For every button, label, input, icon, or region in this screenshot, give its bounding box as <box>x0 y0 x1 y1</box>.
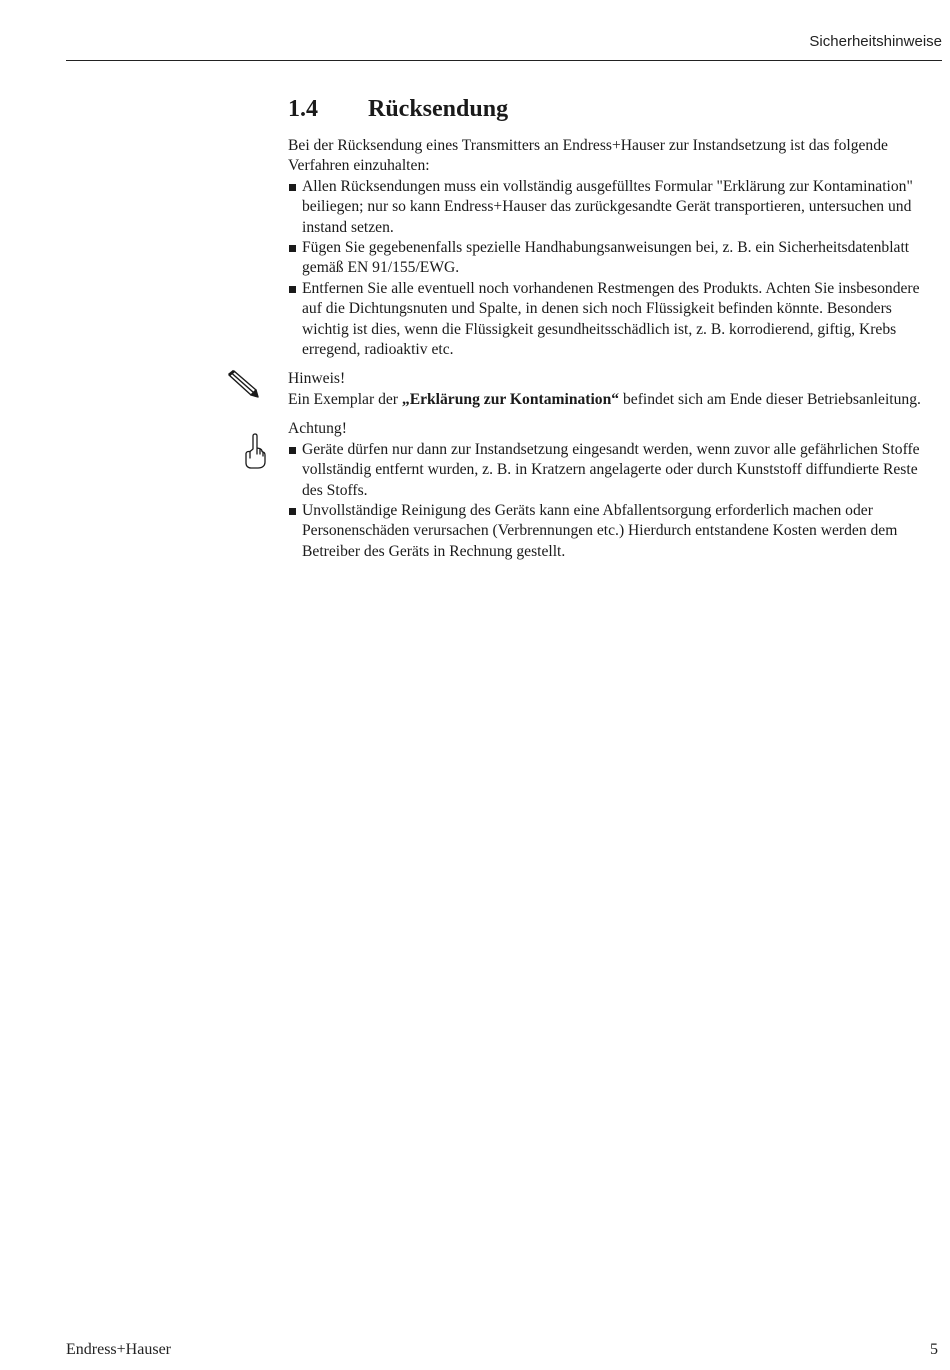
section-number: 1.4 <box>288 96 318 122</box>
page-number: 5 <box>930 1341 938 1358</box>
note-text: Ein Exemplar der „Erklärung zur Kontamination“ befindet sich am Ende dieser Betriebsanleitung. <box>288 390 921 408</box>
section-title: Rücksendung <box>368 96 509 122</box>
header-rule <box>66 60 942 61</box>
pointing-hand-icon <box>243 432 267 470</box>
footer-brand: Endress+Hauser <box>66 1341 171 1358</box>
caution-label: Achtung! <box>288 420 347 438</box>
caution-list <box>288 440 940 562</box>
list-item: Geräte dürfen nur dann zur Instandsetzung eingesandt werden, wenn zuvor alle gefährlichen Stoffe vollständig entfernt wurden, z. B. in Kratzern angelagerte oder durch Kunststoff diffundierte Reste des Stoffs. <box>288 440 940 501</box>
intro-paragraph: Bei der Rücksendung eines Transmitters an Endress+Hauser zur Instandsetzung ist das folgende Verfahren einzuhalten: <box>288 137 888 175</box>
note-label: Hinweis! <box>288 370 346 388</box>
main-content <box>288 136 940 562</box>
list-item: Entfernen Sie alle eventuell noch vorhandenen Restmengen des Produkts. Achten Sie insbesondere auf die Dichtungsnuten und Spalte, in denen sich noch Flüssigkeit befinden könnte. Besonders wichtig ist dies, wenn die Flüssigkeit gesundheitsschädlich ist, z. B. korrodierend, giftig, Krebs erregend, radioaktiv etc. <box>288 279 940 361</box>
list-item: Allen Rücksendungen muss ein vollständig ausgefülltes Formular "Erklärung zur Kontamination" beiliegen; nur so kann Endress+Hauser das zurückgesandte Gerät transportieren, untersuchen und instand setzen. <box>288 177 940 238</box>
pencil-icon <box>220 368 260 400</box>
running-header: Sicherheitshinweise <box>809 33 942 50</box>
note-block <box>288 369 940 410</box>
section-heading <box>288 96 508 123</box>
list-item: Fügen Sie gegebenenfalls spezielle Handhabungsanweisungen bei, z. B. ein Sicherheitsdatenblatt gemäß EN 91/155/EWG. <box>288 238 940 279</box>
return-procedure-list <box>288 177 940 361</box>
list-item: Unvollständige Reinigung des Geräts kann eine Abfallentsorgung erforderlich machen oder Personenschäden verursachen (Verbrennungen etc.) Hierdurch entstandene Kosten werden dem Betreiber des Geräts in Rechnung gestellt. <box>288 501 940 562</box>
caution-block <box>288 419 940 562</box>
contamination-declaration-ref: „Erklärung zur Kontamination“ <box>401 390 620 408</box>
